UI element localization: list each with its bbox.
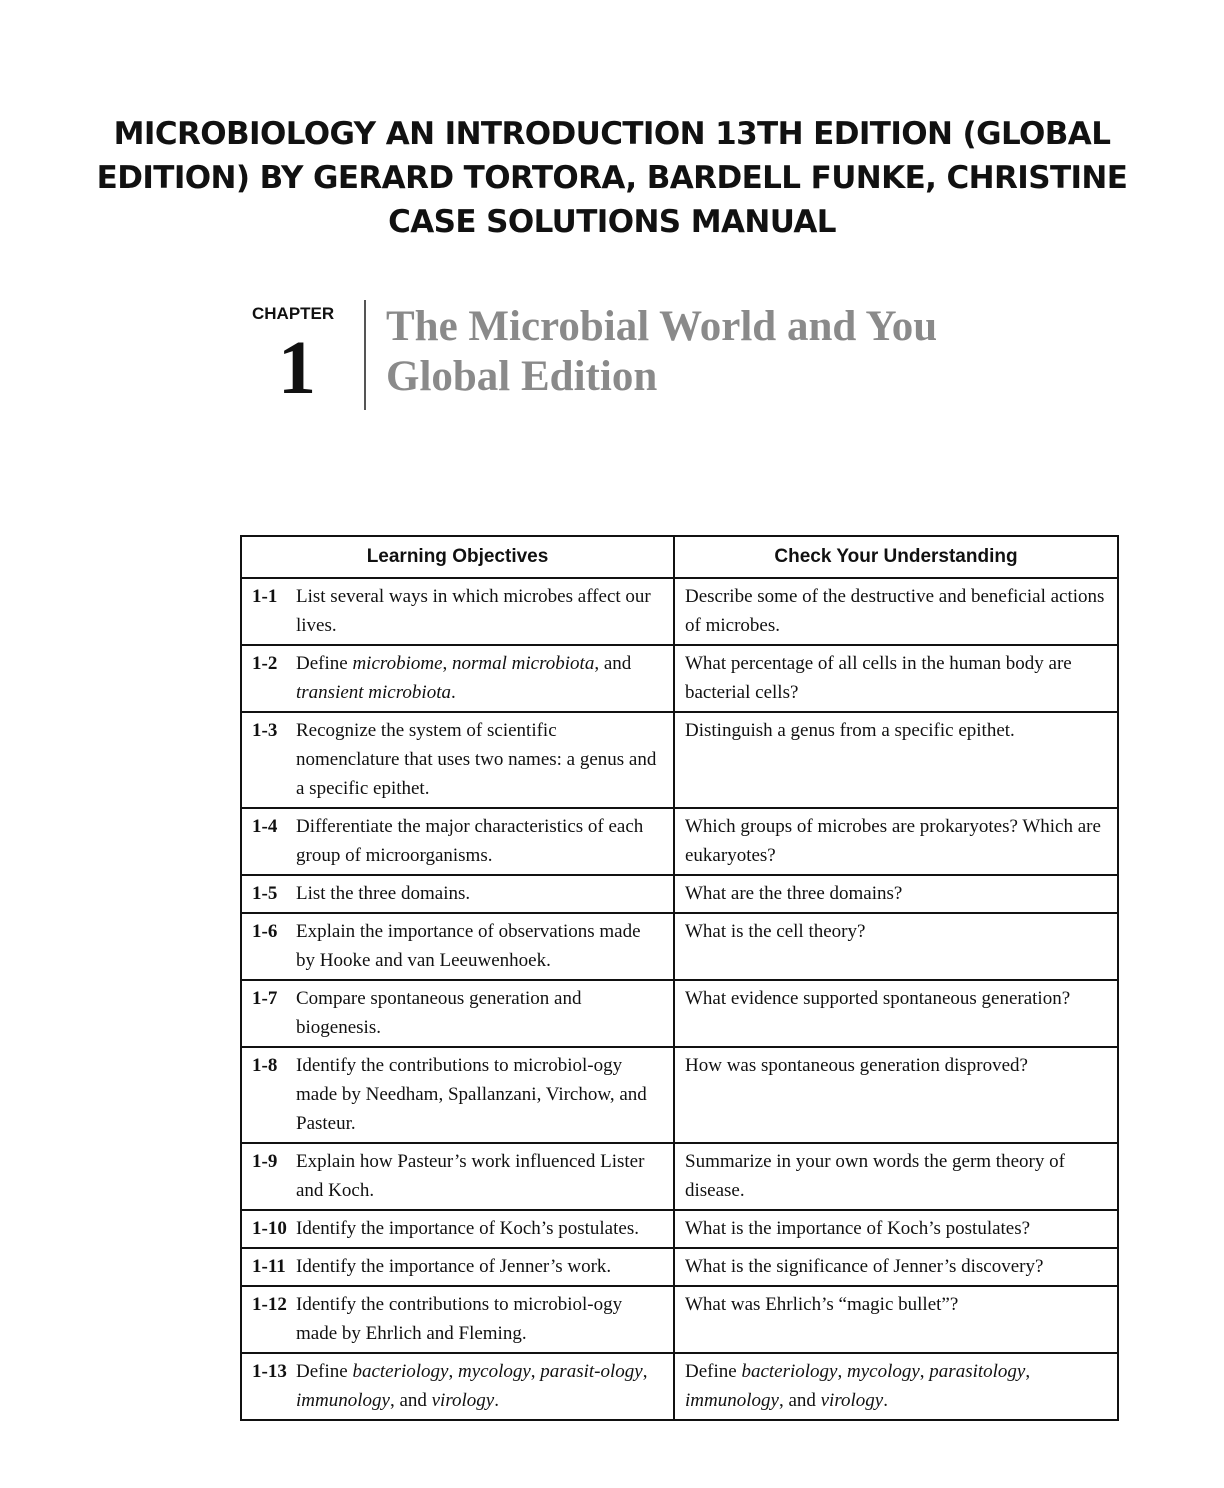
learning-objective-cell <box>241 808 674 875</box>
chapter-title-line: The Microbial World and You <box>386 303 938 350</box>
objective-text: parasit-ology <box>540 1361 643 1382</box>
check-understanding-cell <box>674 712 1118 808</box>
table-row <box>241 1047 1118 1143</box>
check-text: Which groups of microbes are prokaryotes? Which are eukaryotes? <box>685 816 1101 866</box>
chapter-divider <box>364 300 366 410</box>
check-text: parasitology <box>929 1361 1026 1382</box>
table-row <box>241 980 1118 1047</box>
check-understanding-cell <box>674 1047 1118 1143</box>
document-title-line: EDITION) BY GERARD TORTORA, BARDELL FUNKE, CHRISTINE <box>96 160 1128 196</box>
table-row <box>241 808 1118 875</box>
learning-objective-cell <box>241 1248 674 1286</box>
table-body <box>241 578 1118 1420</box>
objective-text: mycology <box>457 1361 531 1382</box>
learning-objective-cell <box>241 1047 674 1143</box>
objective-number: 1-3 <box>252 720 278 741</box>
objective-text: List the three domains. <box>296 883 471 904</box>
objective-text: Compare spontaneous generation and biogenesis. <box>296 988 582 1038</box>
document-title <box>60 112 1164 244</box>
check-text: What is the cell theory? <box>685 921 866 942</box>
objective-number: 1-13 <box>252 1361 287 1382</box>
objective-text: . <box>451 682 456 703</box>
objective-number: 1-11 <box>252 1256 286 1277</box>
table-row <box>241 578 1118 645</box>
table-row <box>241 913 1118 980</box>
learning-objective-cell <box>241 645 674 712</box>
check-text: , and <box>778 1390 821 1411</box>
objective-number: 1-5 <box>252 883 278 904</box>
check-text: , <box>837 1361 847 1382</box>
objective-text: , <box>530 1361 541 1382</box>
check-text: What is the significance of Jenner’s discovery? <box>685 1256 1044 1277</box>
learning-objective-cell <box>241 1353 674 1420</box>
table-row <box>241 1286 1118 1353</box>
learning-objective-cell <box>241 578 674 645</box>
check-understanding-cell <box>674 1143 1118 1210</box>
learning-objective-cell <box>241 1143 674 1210</box>
objective-text: Explain how Pasteur’s work influenced Lister and Koch. <box>296 1151 645 1201</box>
table-header-row <box>241 536 1118 578</box>
objective-number: 1-1 <box>252 586 278 607</box>
check-text: . <box>883 1390 888 1411</box>
objective-text: List several ways in which microbes affect our lives. <box>296 586 651 636</box>
objective-text: Identify the contributions to microbiol-ogy made by Ehrlich and Fleming. <box>296 1294 623 1344</box>
check-text: bacteriology <box>741 1361 838 1382</box>
check-text: virology <box>820 1390 884 1411</box>
check-text: Distinguish a genus from a specific epithet. <box>685 720 1015 741</box>
objective-text: Identify the importance of Koch’s postulates. <box>296 1218 639 1239</box>
check-understanding-cell <box>674 578 1118 645</box>
table-row <box>241 1353 1118 1420</box>
learning-objective-cell <box>241 875 674 913</box>
learning-objective-cell <box>241 1286 674 1353</box>
objective-number: 1-2 <box>252 653 278 674</box>
check-text: Summarize in your own words the germ theory of disease. <box>685 1151 1065 1201</box>
objective-number: 1-9 <box>252 1151 278 1172</box>
table-row <box>241 1248 1118 1286</box>
check-text: What are the three domains? <box>685 883 903 904</box>
table-row <box>241 712 1118 808</box>
learning-objective-cell <box>241 980 674 1047</box>
learning-objective-cell <box>241 712 674 808</box>
chapter-title <box>386 302 937 402</box>
objectives-table <box>240 535 1119 1421</box>
check-text: What percentage of all cells in the human body are bacterial cells? <box>685 653 1072 703</box>
table-row <box>241 645 1118 712</box>
learning-objective-cell <box>241 1210 674 1248</box>
column-header-check-understanding: Check Your Understanding <box>674 536 1118 578</box>
chapter-title-line: Global Edition <box>386 353 658 400</box>
objective-text: , <box>448 1361 458 1382</box>
objective-text: , and <box>594 653 632 674</box>
objective-text: microbiome <box>352 653 443 674</box>
check-understanding-cell <box>674 808 1118 875</box>
objective-text: Differentiate the major characteristics of each group of microorganisms. <box>296 816 644 866</box>
table-row <box>241 1210 1118 1248</box>
check-text: What evidence supported spontaneous generation? <box>685 988 1071 1009</box>
objective-text: bacteriology <box>352 1361 449 1382</box>
objective-number: 1-6 <box>252 921 278 942</box>
check-understanding-cell <box>674 645 1118 712</box>
objective-text: Explain the importance of observations made by Hooke and van Leeuwenhoek. <box>296 921 641 971</box>
document-title-line: CASE SOLUTIONS MANUAL <box>388 204 836 240</box>
check-understanding-cell <box>674 875 1118 913</box>
objective-number: 1-12 <box>252 1294 287 1315</box>
check-text: Define <box>685 1361 742 1382</box>
objective-number: 1-7 <box>252 988 278 1009</box>
objective-text: Define <box>296 653 353 674</box>
check-text: mycology <box>846 1361 920 1382</box>
objective-text: , <box>642 1361 648 1382</box>
table-row <box>241 875 1118 913</box>
chapter-number: 1 <box>278 326 316 410</box>
objective-text: Identify the importance of Jenner’s work. <box>296 1256 612 1277</box>
column-header-learning-objectives: Learning Objectives <box>241 536 674 578</box>
check-understanding-cell <box>674 1286 1118 1353</box>
objective-text: , <box>442 653 453 674</box>
document-title-line: MICROBIOLOGY AN INTRODUCTION 13TH EDITION (GLOBAL <box>113 116 1111 152</box>
chapter-label: CHAPTER <box>252 304 335 323</box>
check-text: , <box>1025 1361 1031 1382</box>
check-understanding-cell <box>674 1353 1118 1420</box>
check-text: What is the importance of Koch’s postulates? <box>685 1218 1031 1239</box>
objective-text: Recognize the system of scientific nomenclature that uses two names: a genus and a specific epithet. <box>296 720 657 799</box>
check-understanding-cell <box>674 913 1118 980</box>
objective-text: virology <box>431 1390 495 1411</box>
table-row <box>241 1143 1118 1210</box>
check-understanding-cell <box>674 1210 1118 1248</box>
check-text: How was spontaneous generation disproved? <box>685 1055 1028 1076</box>
objective-text: , and <box>389 1390 432 1411</box>
learning-objective-cell <box>241 913 674 980</box>
check-text: What was Ehrlich’s “magic bullet”? <box>685 1294 959 1315</box>
objective-text: . <box>494 1390 499 1411</box>
objective-number: 1-8 <box>252 1055 278 1076</box>
objective-number: 1-4 <box>252 816 278 837</box>
objective-text: transient microbiota <box>296 682 451 703</box>
check-text: immunology <box>685 1390 779 1411</box>
check-understanding-cell <box>674 1248 1118 1286</box>
objective-text: Define <box>296 1361 353 1382</box>
objective-text: normal microbiota <box>452 653 595 674</box>
check-text: , <box>919 1361 930 1382</box>
objective-number: 1-10 <box>252 1218 287 1239</box>
objective-text: Identify the contributions to microbiol-ogy made by Needham, Spallanzani, Virchow, and Pasteur. <box>296 1055 647 1134</box>
check-understanding-cell <box>674 980 1118 1047</box>
objective-text: immunology <box>296 1390 390 1411</box>
check-text: Describe some of the destructive and beneficial actions of microbes. <box>685 586 1105 636</box>
